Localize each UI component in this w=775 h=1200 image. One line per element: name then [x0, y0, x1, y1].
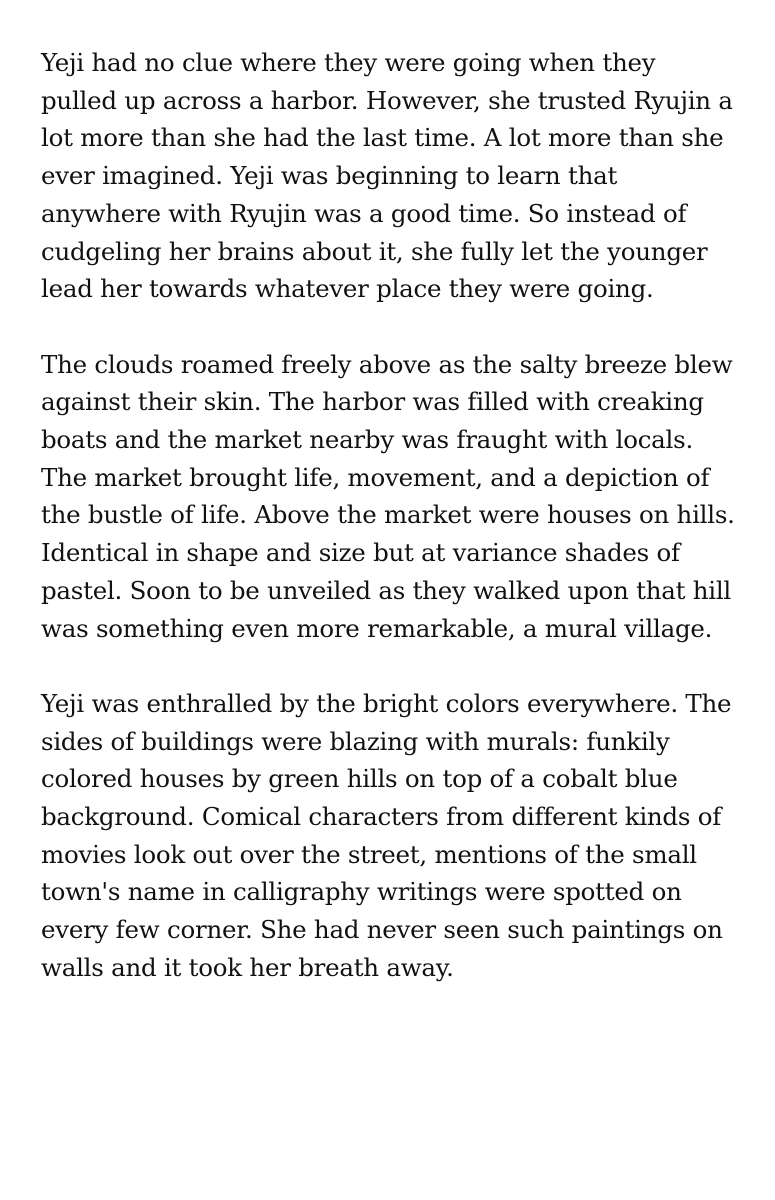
text-line: was something even more remarkable, a mural village.: [41, 613, 713, 643]
text-line: The clouds roamed freely above as the salty breeze blew: [41, 349, 733, 379]
text-line: sides of buildings were blazing with murals: funkily: [41, 726, 670, 756]
text-line: Yeji had no clue where they were going when they: [41, 48, 656, 77]
paragraph-1: [41, 44, 745, 308]
text-line: ever imagined. Yeji was beginning to learn that: [41, 161, 618, 191]
text-line: anywhere with Ryujin was a good time. So instead of: [41, 198, 687, 228]
text-line: pulled up across a harbor. However, she trusted Ryujin a: [41, 85, 733, 115]
text-line: cudgeling her brains about it, she fully let the younger: [41, 236, 708, 266]
text-line: pastel. Soon to be unveiled as they walked upon that hill: [41, 575, 731, 605]
text-line: background. Comical characters from different kinds of: [41, 802, 722, 832]
text-line: lot more than she had the last time. A lot more than she: [41, 123, 724, 153]
text-line: town's name in calligraphy writings were spotted on: [41, 877, 682, 907]
text-line: boats and the market nearby was fraught with locals.: [41, 425, 693, 455]
paragraph-2: [41, 346, 745, 648]
text-line: Yeji was enthralled by the bright colors everywhere. The: [41, 688, 732, 718]
text-line: against their skin. The harbor was filled with creaking: [41, 387, 704, 417]
text-line: colored houses by green hills on top of a cobalt blue: [41, 764, 678, 794]
text-line: every few corner. She had never seen such paintings on: [41, 915, 723, 945]
text-line: lead her towards whatever place they were going.: [41, 274, 654, 304]
text-line: the bustle of life. Above the market were houses on hills.: [41, 500, 735, 530]
text-line: The market brought life, movement, and a depiction of: [41, 462, 710, 492]
text-line: movies look out over the street, mentions of the small: [41, 839, 697, 869]
text-line: Identical in shape and size but at variance shades of: [41, 538, 680, 568]
paragraph-3: [41, 685, 745, 987]
text-line: walls and it took her breath away.: [41, 952, 454, 982]
